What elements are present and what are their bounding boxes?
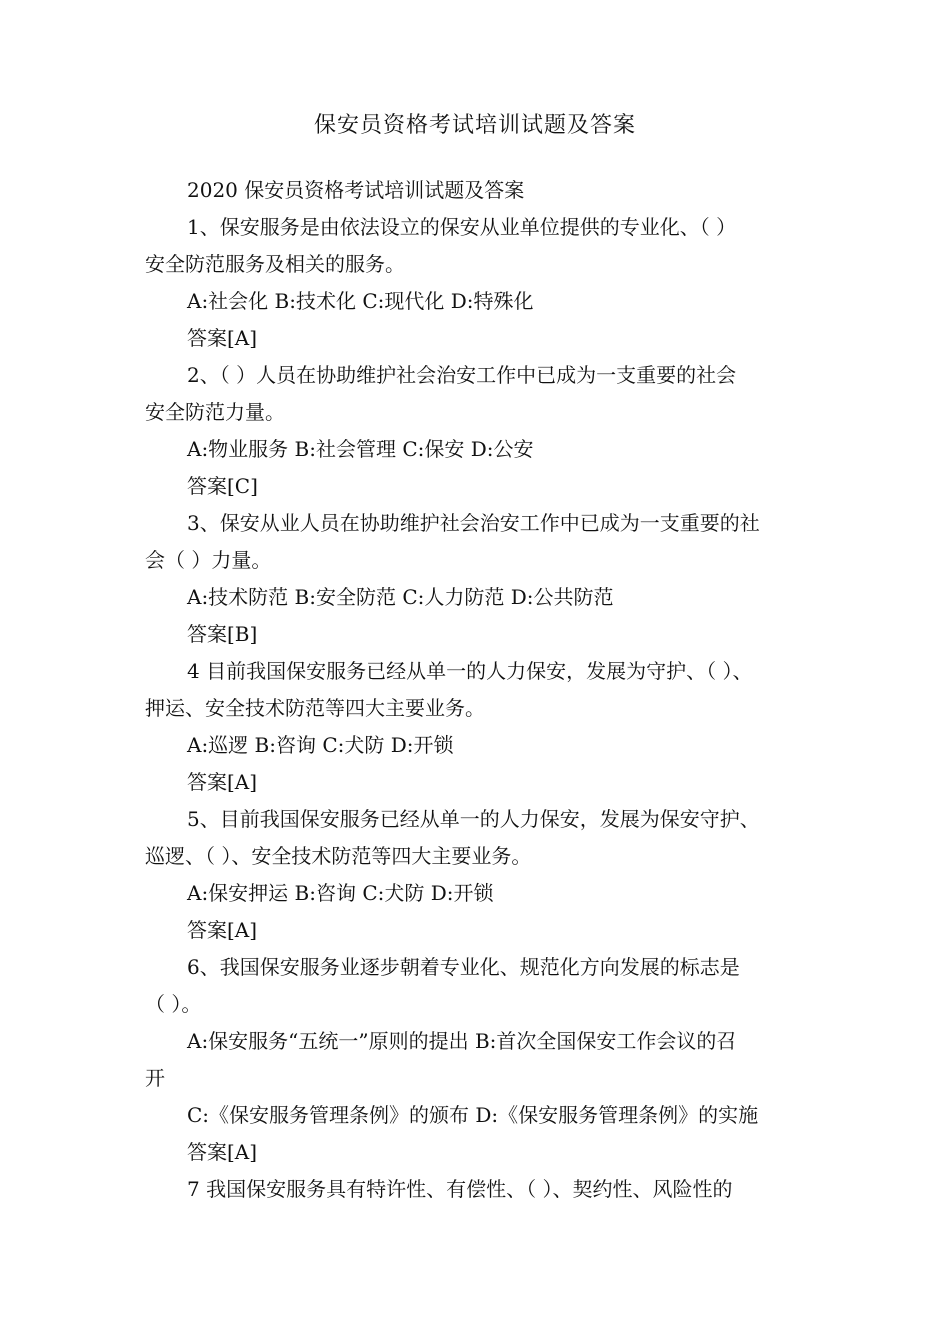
text-line: 3、保安从业人员在协助维护社会治安工作中已成为一支重要的社 xyxy=(187,511,760,535)
text-line: 安全防范服务及相关的服务。 xyxy=(145,252,405,276)
text-line: 开 xyxy=(145,1066,165,1090)
text-line: 2、（ ）人员在协助维护社会治安工作中已成为一支重要的社会 xyxy=(187,363,737,387)
text-line: 答案[A] xyxy=(187,770,258,794)
text-line: 会（ ）力量。 xyxy=(145,548,272,572)
text-line: 答案[A] xyxy=(187,1140,258,1164)
document-body xyxy=(145,172,815,1208)
text-line: A:保安押运 B:咨询 C:犬防 D:开锁 xyxy=(187,881,494,905)
text-line: A:保安服务“五统一”原则的提出 B:首次全国保安工作会议的召 xyxy=(187,1029,737,1053)
document-title: 保安员资格考试培训试题及答案 xyxy=(313,113,636,138)
text-line: 1、保安服务是由依法设立的保安从业单位提供的专业化、（ ） xyxy=(187,215,737,239)
text-line: （ ）。 xyxy=(145,992,202,1016)
text-line: 答案[A] xyxy=(187,326,258,350)
text-line: 6、我国保安服务业逐步朝着专业化、规范化方向发展的标志是 xyxy=(187,955,740,979)
text-line: A:社会化 B:技术化 C:现代化 D:特殊化 xyxy=(187,289,534,313)
text-line: 2020 保安员资格考试培训试题及答案 xyxy=(187,178,525,202)
text-line: 巡逻、（ ）、安全技术防范等四大主要业务。 xyxy=(145,844,532,868)
text-line: A:巡逻 B:咨询 C:犬防 D:开锁 xyxy=(187,733,454,757)
text-line: 4 目前我国保安服务已经从单一的人力保安，发展为守护、（ ）、 xyxy=(187,659,753,683)
text-line: 答案[B] xyxy=(187,622,258,646)
text-line: C:《保安服务管理条例》的颁布 D:《保安服务管理条例》的实施 xyxy=(187,1103,759,1127)
text-line: A:技术防范 B:安全防范 C:人力防范 D:公共防范 xyxy=(187,585,614,609)
text-line: 押运、安全技术防范等四大主要业务。 xyxy=(145,696,485,720)
text-line: 安全防范力量。 xyxy=(145,400,285,424)
text-line: A:物业服务 B:社会管理 C:保安 D:公安 xyxy=(187,437,534,461)
text-line: 5、目前我国保安服务已经从单一的人力保安，发展为保安守护、 xyxy=(187,807,760,831)
text-line: 7 我国保安服务具有特许性、有偿性、（ ）、契约性、风险性的 xyxy=(187,1177,733,1201)
text-line: 答案[A] xyxy=(187,918,258,942)
text-line: 答案[C] xyxy=(187,474,258,498)
